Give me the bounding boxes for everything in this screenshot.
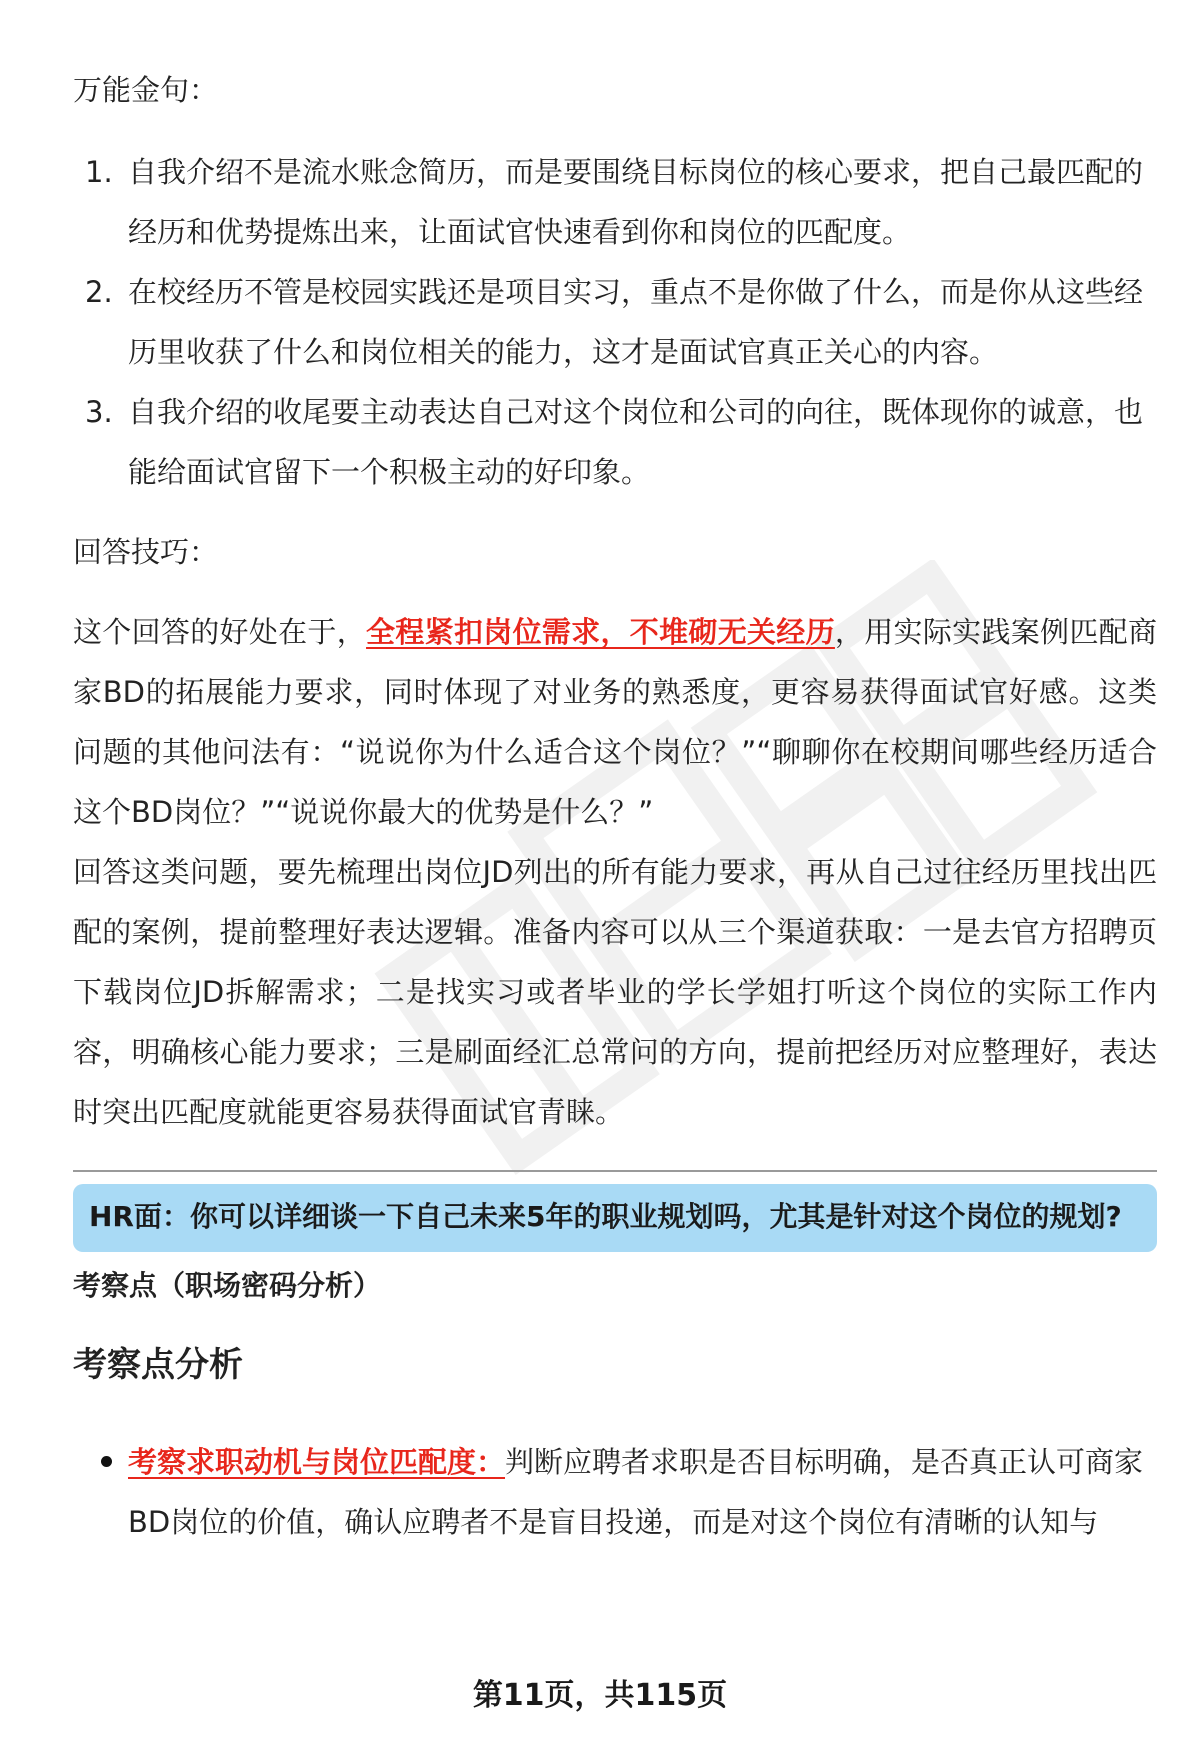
tips-paragraph [73, 602, 1157, 842]
bullet-highlight: 考察求职动机与岗位匹配度： [128, 1445, 506, 1479]
list-item [73, 142, 1157, 262]
list-item [73, 262, 1157, 382]
list-item-text: 自我介绍不是流水账念简历，而是要围绕目标岗位的核心要求，把自己最匹配的经历和优势提炼出来，让面试官快速看到你和岗位的匹配度。 [128, 155, 1144, 249]
answer-tips-label: 回答技巧： [73, 535, 219, 569]
section-title: 考察点分析 [73, 1345, 243, 1385]
list-item-text: 在校经历不管是校园实践还是项目实习，重点不是你做了什么，而是你从这些经历里收获了什么和岗位相关的能力，这才是面试官真正关心的内容。 [128, 275, 1144, 369]
list-item [73, 1432, 1157, 1552]
document-page [73, 60, 1157, 1552]
bullet-text: 判断应聘者求职是否目标明确，是否真正认可商家BD岗位的价值，确认应聘者不是盲目投递，而是对这个岗位有清晰的认知与 [128, 1445, 1144, 1539]
tips-text-after: ，用实际实践案例匹配商家BD的拓展能力要求，同时体现了对业务的熟悉度，更容易获得面试官好感。这类问题的其他问法有：“说说你为什么适合这个岗位？”“聊聊你在校期间哪些经历适合这个BD岗位？”“说说你最大的优势是什么？” [73, 615, 1157, 829]
section-divider [73, 1170, 1157, 1172]
exam-point-subtitle: 考察点（职场密码分析） [73, 1269, 382, 1302]
golden-sentences-label: 万能金句： [73, 73, 219, 107]
analysis-bullet-list [73, 1432, 1157, 1552]
page-footer: 第11页，共115页 [472, 1678, 728, 1713]
golden-sentences-list [73, 142, 1157, 502]
list-number: 3. [85, 395, 113, 429]
list-number: 2. [85, 275, 113, 309]
list-number: 1. [85, 155, 113, 189]
tips-paragraph-2: 回答这类问题，要先梳理出岗位JD列出的所有能力要求，再从自己过往经历里找出匹配的案例，提前整理好表达逻辑。准备内容可以从三个渠道获取：一是去官方招聘页下载岗位JD拆解需求；二是找实习或者毕业的学长学姐打听这个岗位的实际工作内容，明确核心能力要求；三是刷面经汇总常问的方向，提前把经历对应整理好，表达时突出匹配度就能更容易获得面试官青睐。 [73, 855, 1157, 1129]
tips-highlight: 全程紧扣岗位需求，不堆砌无关经历 [366, 615, 835, 649]
hr-question-box: HR面：你可以详细谈一下自己未来5年的职业规划吗，尤其是针对这个岗位的规划? [73, 1184, 1157, 1252]
bullet-dot-icon [101, 1456, 112, 1467]
list-item-text: 自我介绍的收尾要主动表达自己对这个岗位和公司的向往，既体现你的诚意，也能给面试官留下一个积极主动的好印象。 [128, 395, 1144, 489]
list-item [73, 382, 1157, 502]
tips-text-before: 这个回答的好处在于， [73, 615, 367, 649]
